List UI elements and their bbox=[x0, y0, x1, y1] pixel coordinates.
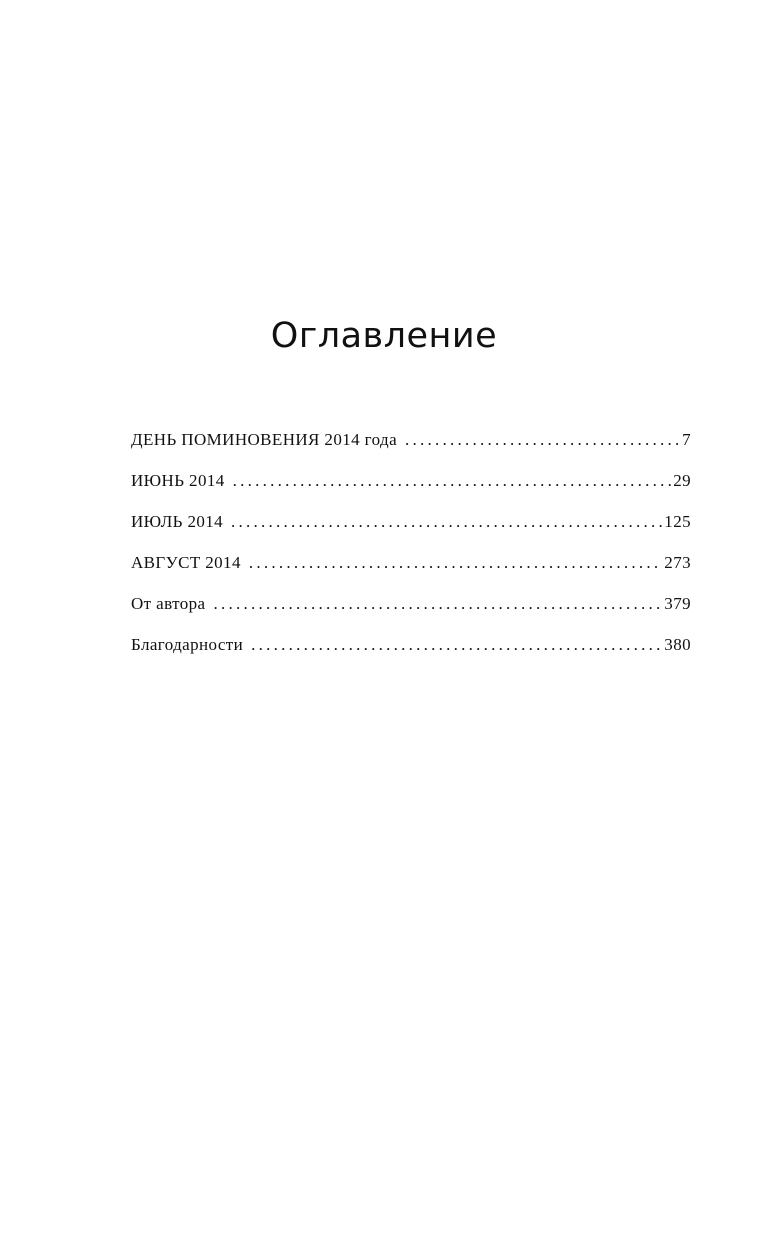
toc-entry-page-number: 7 bbox=[682, 430, 691, 449]
toc-entry bbox=[131, 430, 691, 471]
toc-entry-page-number: 273 bbox=[664, 553, 691, 572]
toc-entry-page-number: 380 bbox=[664, 635, 691, 654]
toc-dot-leader bbox=[249, 553, 662, 573]
toc-entry-page-number: 125 bbox=[664, 512, 691, 531]
toc-entry-page-number: 29 bbox=[673, 471, 691, 490]
toc-entry bbox=[131, 553, 691, 594]
toc-dot-leader bbox=[231, 512, 662, 532]
toc-entry bbox=[131, 635, 691, 676]
toc-dot-leader bbox=[405, 430, 680, 450]
toc-dot-leader bbox=[233, 471, 672, 491]
page-title: Оглавление bbox=[270, 316, 498, 356]
toc-entry-page-number: 379 bbox=[664, 594, 691, 613]
toc-dot-leader bbox=[251, 635, 662, 655]
toc-entry-label: АВГУСТ 2014 bbox=[131, 553, 241, 572]
toc-entry-label: ИЮЛЬ 2014 bbox=[131, 512, 224, 531]
toc-entry bbox=[131, 512, 691, 553]
toc-entry-label: Благодарности bbox=[131, 635, 244, 654]
toc-entry bbox=[131, 471, 691, 512]
toc-entry-label: От автора bbox=[131, 594, 206, 613]
toc-entry bbox=[131, 594, 691, 635]
toc-entry-label: ДЕНЬ ПОМИНОВЕНИЯ 2014 года bbox=[131, 430, 398, 449]
toc-dot-leader bbox=[213, 594, 662, 614]
toc-entry-label: ИЮНЬ 2014 bbox=[131, 471, 225, 490]
table-of-contents bbox=[131, 430, 691, 676]
